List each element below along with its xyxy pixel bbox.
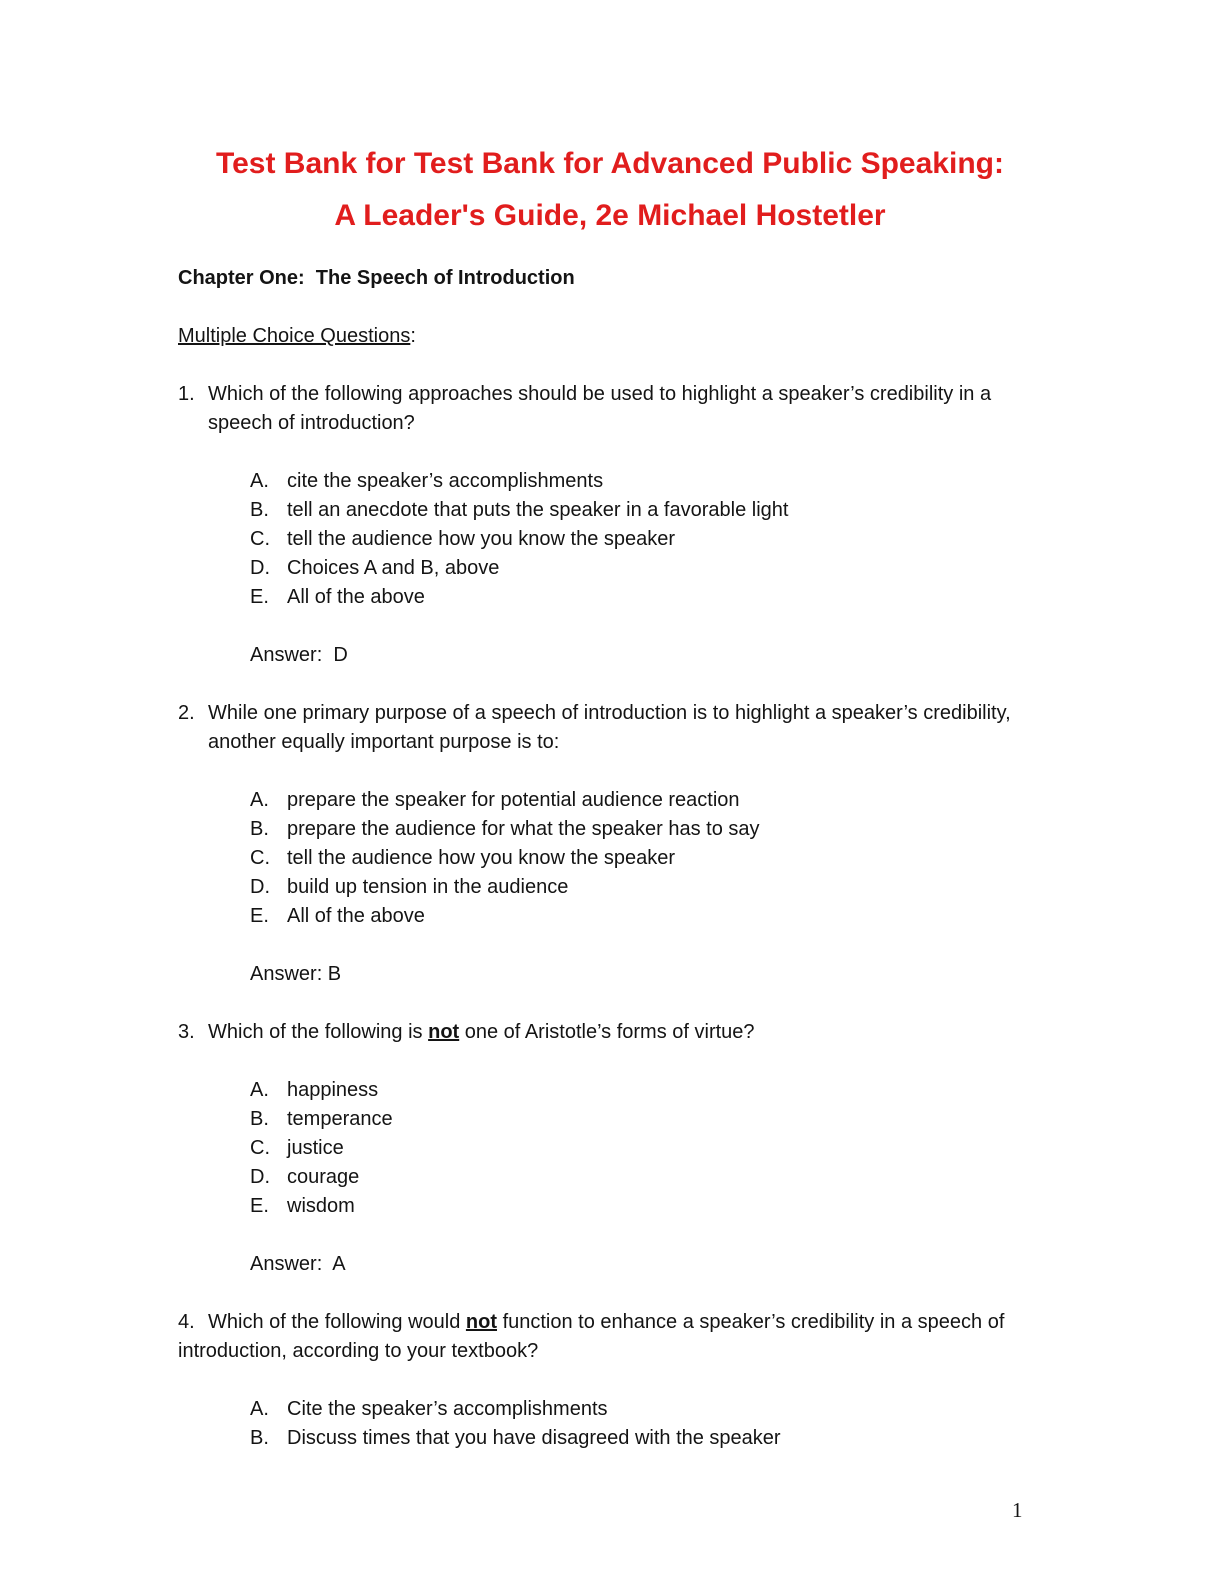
question-text bbox=[178, 699, 1042, 757]
option-letter: B. bbox=[250, 499, 269, 521]
option-text: prepare the audience for what the speaker has to say bbox=[287, 818, 760, 840]
option-letter: E. bbox=[250, 1195, 269, 1217]
options-list bbox=[250, 786, 1042, 931]
option-row bbox=[250, 583, 1042, 612]
question-number: 3. bbox=[178, 1021, 195, 1043]
question-block-4 bbox=[178, 1308, 1042, 1453]
option-row bbox=[250, 1424, 1042, 1453]
option-text: prepare the speaker for potential audience reaction bbox=[287, 789, 740, 811]
question-text-part: function to enhance a speaker’s credibility in a speech of introduction, according to your textbook? bbox=[178, 1311, 1010, 1362]
section-heading-text: Multiple Choice Questions bbox=[178, 325, 411, 347]
option-text: wisdom bbox=[287, 1195, 355, 1217]
option-text: happiness bbox=[287, 1079, 379, 1101]
option-text: cite the speaker’s accomplishments bbox=[287, 470, 604, 492]
option-row bbox=[250, 525, 1042, 554]
option-letter: E. bbox=[250, 905, 269, 927]
option-text: Cite the speaker’s accomplishments bbox=[287, 1398, 608, 1420]
option-letter: B. bbox=[250, 1427, 269, 1449]
page-title-line-1: Test Bank for Test Bank for Advanced Public Speaking: bbox=[216, 147, 1004, 180]
option-letter: C. bbox=[250, 847, 270, 869]
option-row bbox=[250, 815, 1042, 844]
option-letter: D. bbox=[250, 876, 270, 898]
question-number: 4. bbox=[178, 1311, 195, 1333]
option-row bbox=[250, 467, 1042, 496]
option-row bbox=[250, 554, 1042, 583]
question-text-emphasis: not bbox=[465, 1311, 498, 1333]
option-letter: A. bbox=[250, 1398, 269, 1420]
option-text: justice bbox=[287, 1137, 344, 1159]
option-row bbox=[250, 1105, 1042, 1134]
question-text-part: Which of the following would bbox=[208, 1311, 466, 1333]
option-letter: B. bbox=[250, 1108, 269, 1130]
question-text-part: Which of the following approaches should be used to highlight a speaker’s credibility in a speech of introduction? bbox=[208, 383, 997, 434]
option-text: tell an anecdote that puts the speaker in a favorable light bbox=[287, 499, 789, 521]
question-text bbox=[178, 380, 1042, 438]
option-text: temperance bbox=[287, 1108, 393, 1130]
option-text: tell the audience how you know the speaker bbox=[287, 847, 676, 869]
option-row bbox=[250, 1192, 1042, 1221]
option-letter: C. bbox=[250, 1137, 270, 1159]
option-letter: E. bbox=[250, 586, 269, 608]
option-text: build up tension in the audience bbox=[287, 876, 569, 898]
answer-line: Answer: D bbox=[250, 644, 348, 666]
option-row bbox=[250, 873, 1042, 902]
question-text bbox=[178, 1018, 1042, 1047]
option-text: Discuss times that you have disagreed with the speaker bbox=[287, 1427, 781, 1449]
option-row bbox=[250, 844, 1042, 873]
option-text: All of the above bbox=[287, 586, 425, 608]
option-letter: D. bbox=[250, 557, 270, 579]
section-heading bbox=[178, 322, 1042, 351]
option-letter: A. bbox=[250, 1079, 269, 1101]
section-heading-colon: : bbox=[410, 325, 416, 347]
question-number: 1. bbox=[178, 383, 195, 405]
option-row bbox=[250, 902, 1042, 931]
question-text-emphasis: not bbox=[428, 1021, 460, 1043]
option-text: Choices A and B, above bbox=[287, 557, 500, 579]
option-letter: D. bbox=[250, 1166, 270, 1188]
question-text bbox=[178, 1308, 1042, 1366]
option-row bbox=[250, 786, 1042, 815]
question-text-part: While one primary purpose of a speech of introduction is to highlight a speaker’s credibility, another equally important purpose is to: bbox=[208, 702, 1017, 753]
answer-line: Answer: B bbox=[250, 963, 342, 985]
option-text: tell the audience how you know the speaker bbox=[287, 528, 676, 550]
page-title-line-2: A Leader's Guide, 2e Michael Hostetler bbox=[334, 199, 886, 232]
option-text: All of the above bbox=[287, 905, 425, 927]
question-text-part: one of Aristotle’s forms of virtue? bbox=[459, 1021, 755, 1043]
answer-line: Answer: A bbox=[250, 1253, 346, 1275]
option-row bbox=[250, 1134, 1042, 1163]
option-row bbox=[250, 1395, 1042, 1424]
question-block-3 bbox=[178, 1018, 1042, 1279]
chapter-heading: Chapter One: The Speech of Introduction bbox=[178, 267, 575, 289]
option-row bbox=[250, 1076, 1042, 1105]
question-number: 2. bbox=[178, 702, 195, 724]
option-row bbox=[250, 496, 1042, 525]
option-letter: C. bbox=[250, 528, 270, 550]
question-block-1 bbox=[178, 380, 1042, 670]
question-block-2 bbox=[178, 699, 1042, 989]
options-list bbox=[250, 1395, 1042, 1453]
option-letter: A. bbox=[250, 470, 269, 492]
option-text: courage bbox=[287, 1166, 360, 1188]
options-list bbox=[250, 467, 1042, 612]
question-text-part: Which of the following is bbox=[208, 1021, 429, 1043]
option-row bbox=[250, 1163, 1042, 1192]
options-list bbox=[250, 1076, 1042, 1221]
page-number: 1 bbox=[1012, 1498, 1023, 1522]
option-letter: A. bbox=[250, 789, 269, 811]
option-letter: B. bbox=[250, 818, 269, 840]
